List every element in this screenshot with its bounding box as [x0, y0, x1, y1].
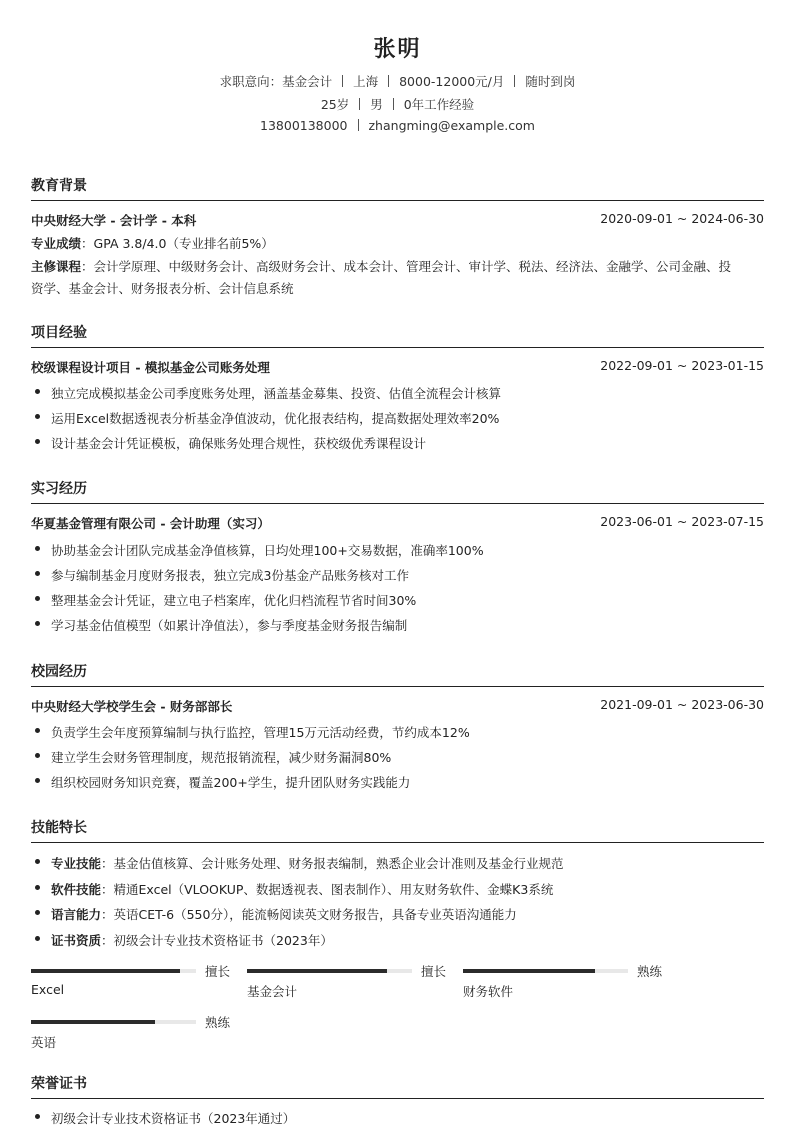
skill-label: 语言能力	[51, 907, 102, 922]
skill-bar-fill	[31, 969, 180, 973]
section-title-honors: 荣誉证书	[31, 1073, 764, 1099]
education-date: 2020-09-01 ~ 2024-06-30	[600, 211, 764, 226]
section-title-campus: 校园经历	[31, 661, 764, 687]
email: zhangming@example.com	[368, 118, 535, 133]
campus-entry-header	[31, 697, 764, 715]
bullet-dot	[35, 571, 40, 576]
bullet-text: 整理基金会计凭证，建立电子档案库，优化归档流程节省时间30%	[51, 593, 417, 608]
bullet-text: 运用Excel数据透视表分析基金净值波动，优化报表结构，提高数据处理效率20%	[51, 411, 500, 426]
bullet-dot	[35, 621, 40, 626]
skill-text: ：英语CET-6（550分），能流畅阅读英文财务报告，具备专业英语沟通能力	[101, 907, 517, 922]
experience-years: 0年工作经验	[403, 97, 475, 112]
education-courses: 主修课程：会计学原理、中级财务会计、高级财务会计、成本会计、管理会计、审计学、税法、经济法、金融学、公司金融、投 资学、基金会计、财务报表分析、会计信息系统	[31, 259, 732, 296]
age: 25岁	[320, 97, 350, 112]
gpa-value: GPA 3.8/4.0（专业排名前5%）	[93, 236, 274, 251]
skill-bar-track	[31, 969, 196, 973]
skill-level: 擅长	[421, 964, 447, 979]
skill-name: 基金会计	[247, 984, 298, 999]
internship-entry-header	[31, 514, 764, 532]
section-title-skills: 技能特长	[31, 817, 764, 843]
skill-bar-fill	[247, 969, 387, 973]
campus-name: 中央财经大学校学生会 - 财务部部长	[31, 699, 233, 714]
project-date: 2022-09-01 ~ 2023-01-15	[600, 358, 764, 373]
skill-bar-track	[31, 1020, 196, 1024]
location: 上海	[353, 74, 379, 89]
skill-bar-track	[247, 969, 412, 973]
bullet-text: 组织校园财务知识竞赛，覆盖200+学生，提升团队财务实践能力	[51, 775, 411, 790]
gpa-label: 专业成绩	[31, 236, 82, 251]
internship-date: 2023-06-01 ~ 2023-07-15	[600, 514, 764, 529]
bullet-text: 协助基金会计团队完成基金净值核算，日均处理100+交易数据，准确率100%	[51, 543, 484, 558]
skill-level: 熟练	[205, 1015, 231, 1030]
bullet-text: 学习基金估值模型（如累计净值法），参与季度基金财务报告编制	[51, 618, 408, 633]
info-line-intent	[31, 72, 764, 90]
divider	[393, 98, 394, 110]
bullet-dot	[35, 546, 40, 551]
courses-label: 主修课程	[31, 259, 82, 274]
skill-bar-fill	[31, 1020, 155, 1024]
skill-text: ：基金估值核算、会计账务处理、财务报表编制，熟悉企业会计准则及基金行业规范	[101, 856, 564, 871]
bullet-text: 建立学生会财务管理制度，规范报销流程，减少财务漏洞80%	[51, 750, 392, 765]
skill-level: 擅长	[205, 964, 231, 979]
divider	[358, 119, 359, 131]
campus-date: 2021-09-01 ~ 2023-06-30	[600, 697, 764, 712]
bullet-dot	[35, 596, 40, 601]
skill-bar-fill	[463, 969, 595, 973]
bullet-dot	[35, 439, 40, 444]
section-title-project: 项目经验	[31, 322, 764, 348]
skill-text: ：初级会计专业技术资格证书（2023年）	[101, 933, 333, 948]
section-title-education: 教育背景	[31, 175, 764, 201]
bullet-text: 负责学生会年度预算编制与执行监控，管理15万元活动经费，节约成本12%	[51, 725, 470, 740]
skill-name: 英语	[31, 1035, 57, 1050]
divider	[359, 98, 360, 110]
skill-label: 证书资质	[51, 933, 102, 948]
info-line-personal	[31, 95, 764, 113]
bullet-dot	[35, 859, 40, 864]
skill-name: Excel	[31, 982, 65, 997]
bullet-dot	[35, 389, 40, 394]
candidate-name: 张明	[373, 37, 422, 62]
education-school: 中央财经大学 - 会计学 - 本科	[31, 213, 197, 228]
bullet-dot	[35, 1114, 40, 1119]
divider	[342, 75, 343, 87]
skill-level: 熟练	[637, 964, 663, 979]
bullet-dot	[35, 910, 40, 915]
internship-name: 华夏基金管理有限公司 - 会计助理（实习）	[31, 516, 270, 531]
info-line-contact	[31, 118, 764, 133]
gender: 男	[370, 97, 383, 112]
bullet-text: 初级会计专业技术资格证书（2023年通过）	[51, 1111, 296, 1126]
bullet-dot	[35, 753, 40, 758]
project-name: 校级课程设计项目 - 模拟基金公司账务处理	[31, 360, 270, 375]
bullet-text: 参与编制基金月度财务报表，独立完成3份基金产品账务核对工作	[51, 568, 409, 583]
courses-line-2: 资学、基金会计、财务报表分析、会计信息系统	[31, 281, 294, 296]
bullet-dot	[35, 936, 40, 941]
section-title-internship: 实习经历	[31, 478, 764, 504]
education-gpa: 专业成绩：GPA 3.8/4.0（专业排名前5%）	[31, 236, 274, 251]
bullet-dot	[35, 778, 40, 783]
skill-label: 软件技能	[51, 882, 102, 897]
divider	[388, 75, 389, 87]
phone: 13800138000	[260, 118, 348, 133]
bullet-dot	[35, 885, 40, 890]
availability: 随时到岗	[525, 74, 576, 89]
skill-text: ：精通Excel（VLOOKUP、数据透视表、图表制作）、用友财务软件、金蝶K3系统	[101, 882, 554, 897]
skill-name: 财务软件	[463, 984, 514, 999]
job-intent: 求职意向：基金会计	[219, 74, 333, 89]
project-entry-header	[31, 358, 764, 376]
divider	[514, 75, 515, 87]
bullet-text: 设计基金会计凭证模板，确保账务处理合规性，获校级优秀课程设计	[51, 436, 427, 451]
salary: 8000-12000元/月	[399, 74, 505, 89]
skill-bar-track	[463, 969, 628, 973]
education-entry-header	[31, 211, 764, 229]
bullet-dot	[35, 728, 40, 733]
skill-label: 专业技能	[51, 856, 102, 871]
bullet-text: 独立完成模拟基金公司季度账务处理，涵盖基金募集、投资、估值全流程会计核算	[51, 386, 502, 401]
courses-line-1: 会计学原理、中级财务会计、高级财务会计、成本会计、管理会计、审计学、税法、经济法、金融学、公司金融、投	[93, 259, 732, 274]
bullet-dot	[35, 414, 40, 419]
